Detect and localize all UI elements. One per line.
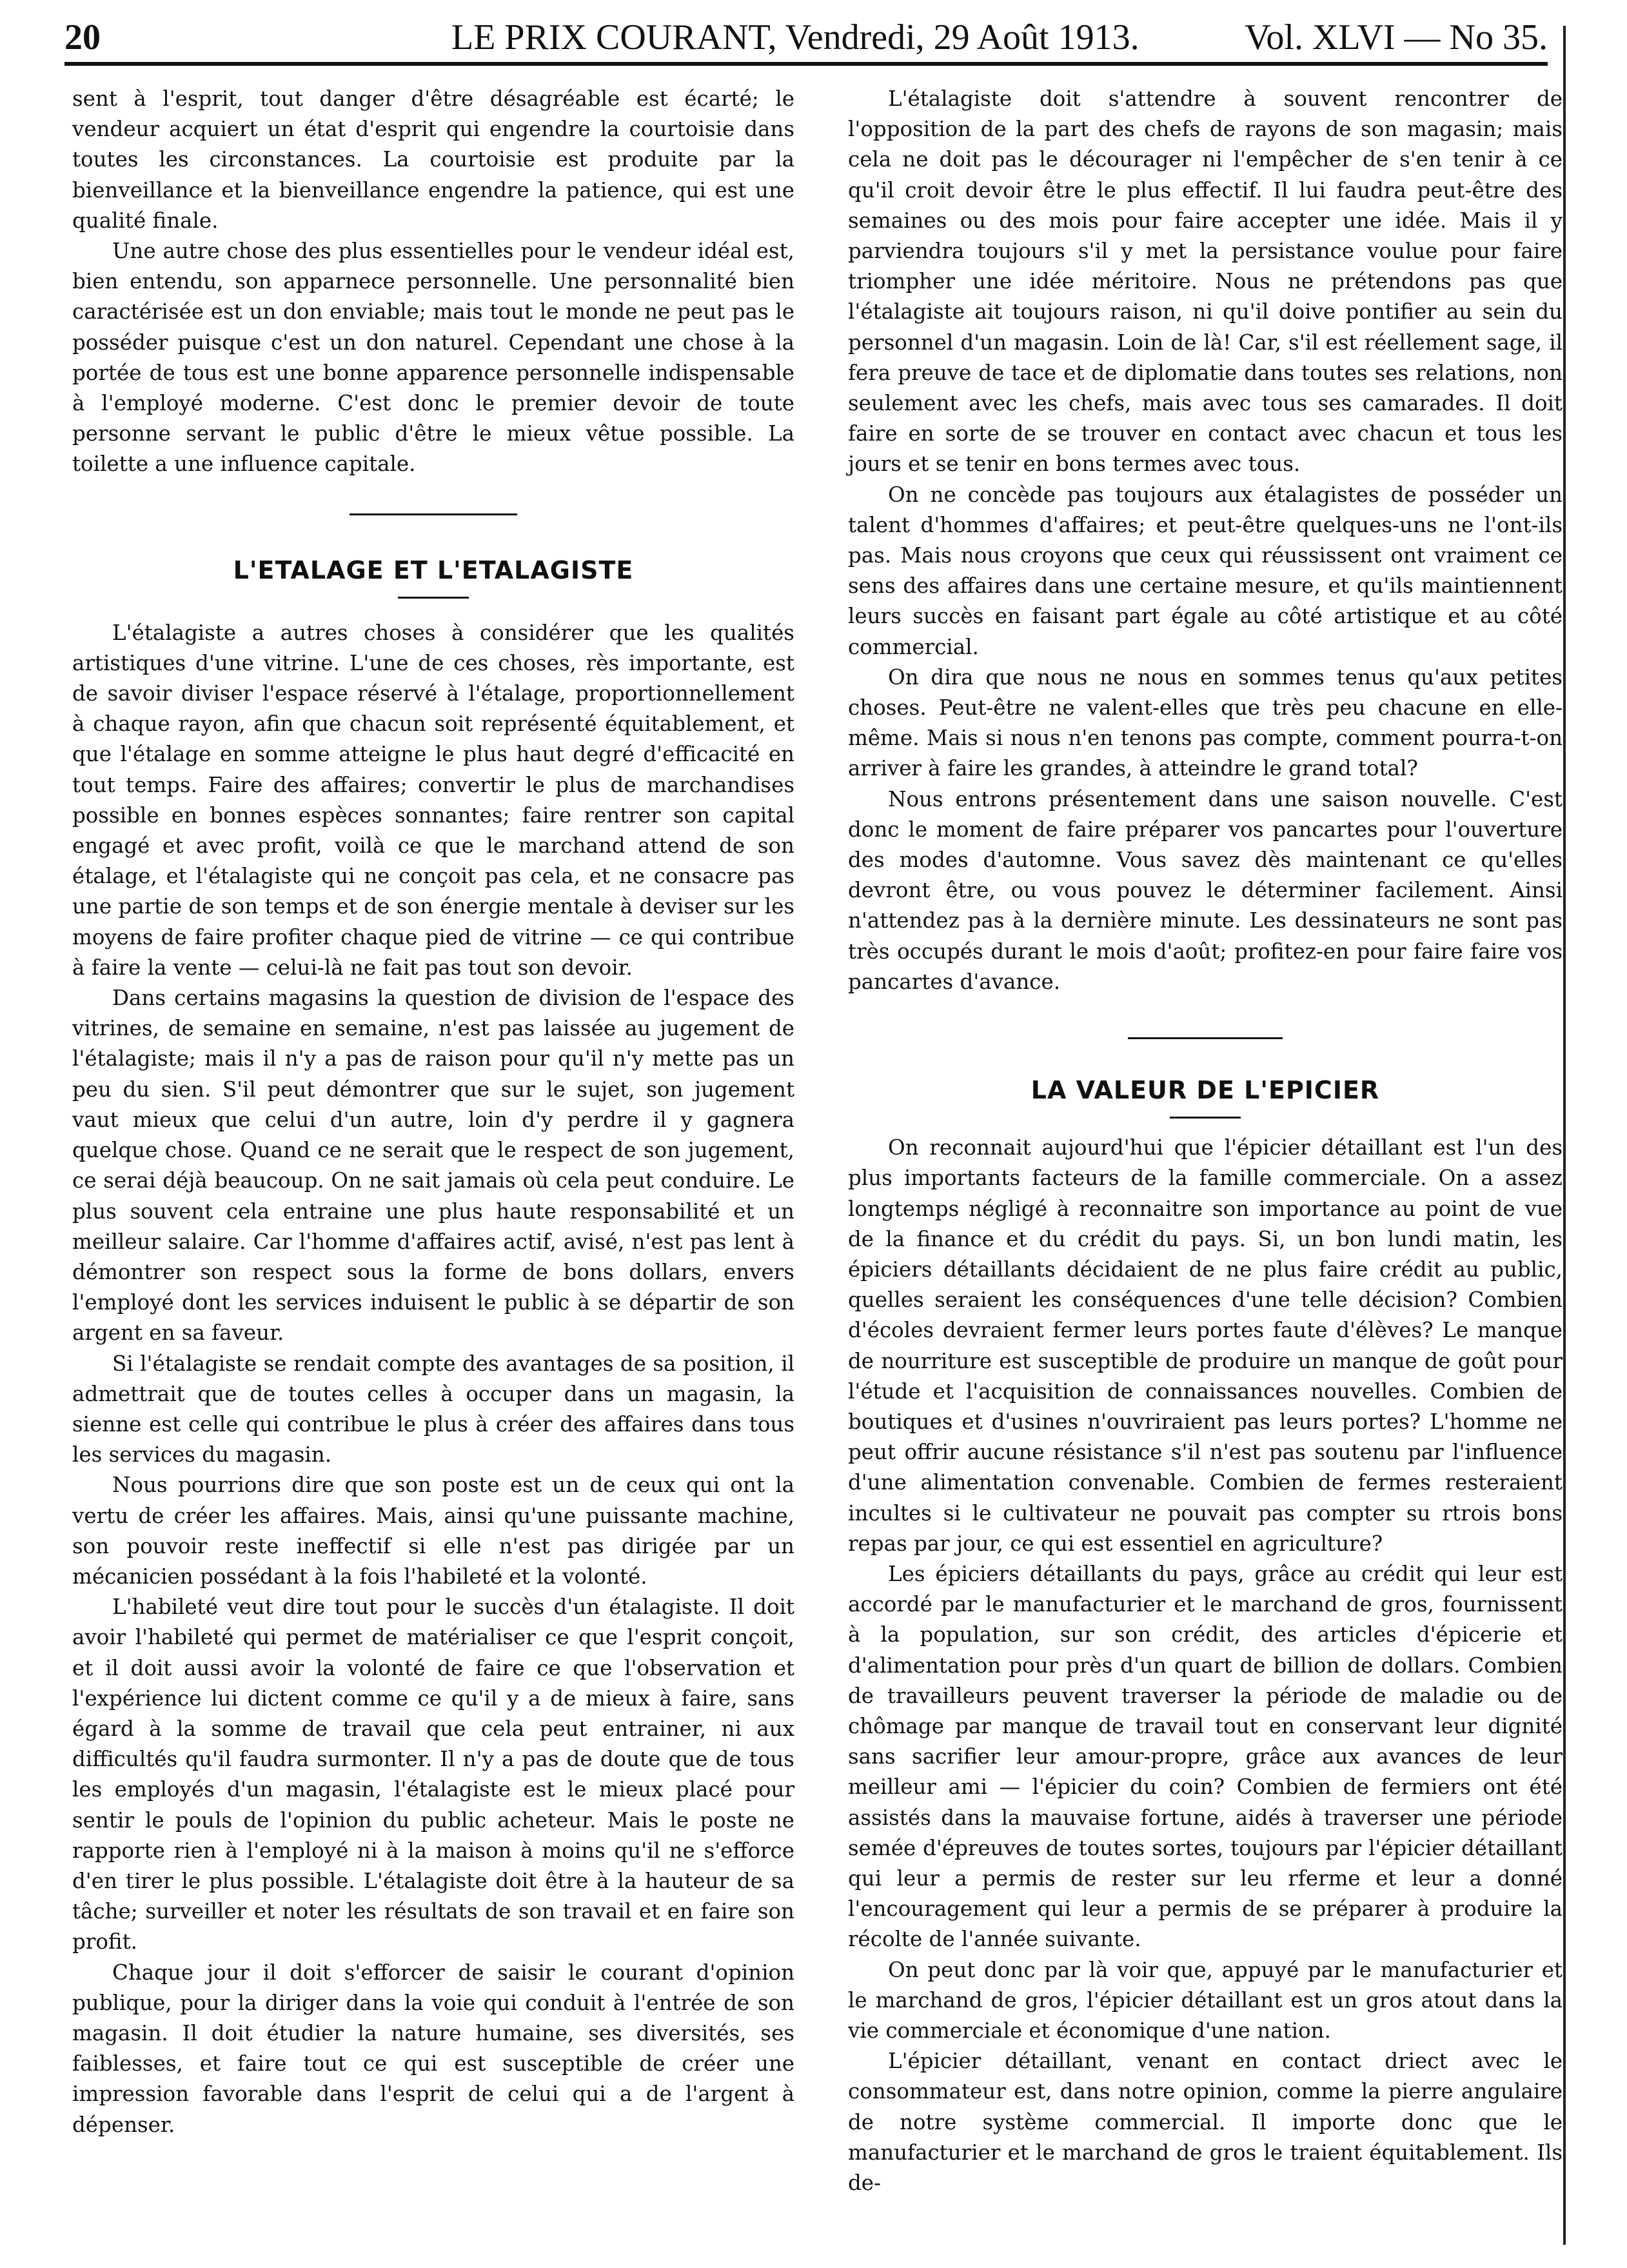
header-rule <box>64 62 1548 66</box>
left-column <box>72 84 794 2140</box>
section-heading: L'ETALAGE ET L'ETALAGISTE <box>233 555 634 584</box>
paragraph: Les épiciers détaillants du pays, grâce au crédit qui leur est accordé par le manufacturier et le marchand de gros, fournissent à la population, sur son crédit, des articles d'épicerie et d'alimentation pour près d'un quart de billion de dollars. Combien de travailleurs peuvent traverser la période de maladie ou de chômage par manque de travail tout en conservant leur dignité sans sacrifier leur amour-propre, grâce aux avances de leur meilleur ami — l'épicier du coin? Combien de fermiers ont été assistés dans la mauvaise fortune, aidés à traverser une période semée d'épreuves de toutes sortes, toujours par l'épicier détaillant qui leur a permis de rester sur leu rferme et leur a donné l'encouragement qui leur a permis de se préparer à produire la récolte de l'année suivante. <box>848 1561 1563 1952</box>
paragraph: L'épicier détaillant, venant en contact driect avec le consommateur est, dans notre opinion, comme la pierre angulaire de notre système commercial. Il importe donc que le manufacturier et le marchand de gros le traient équitablement. Ils de- <box>848 2049 1563 2195</box>
paragraph: Dans certains magasins la question de division de l'espace des vitrines, de semaine en semaine, n'est pas laissée au jugement de l'étalagiste; mais il n'y a pas de raison pour qu'il n'y mette pas un peu du sien. S'il peut démontrer que sur le sujet, son jugement vaut mieux que celui d'un autre, loin d'y perdre il y gagnera quelque chose. Quand ce ne serait que le respect de son jugement, ce serai déjà beaucoup. On ne sait jamais où cela peut conduire. Le plus souvent cela entraine une plus haute responsabilité et un meilleur salaire. Car l'homme d'affaires actif, avisé, n'est pas lent à démontrer son respect sous la forme de bons dollars, envers l'employé dont les services induisent le public à se départir de son argent en sa faveur. <box>72 986 794 1346</box>
page-header <box>64 14 1548 61</box>
section-heading: LA VALEUR DE L'EPICIER <box>1030 1076 1380 1105</box>
volume-number: Vol. XLVI — No 35. <box>1245 17 1548 57</box>
section-divider <box>350 513 517 515</box>
paragraph: L'habileté veut dire tout pour le succès d'un étalagiste. Il doit avoir l'habileté qui permet de matérialiser ce que l'esprit conçoit, et il doit aussi avoir la volonté de faire ce que l'observation et l'expérience lui dictent comme ce qu'il y a de mieux à faire, sans égard à la somme de travail que cela peut entrainer, ni aux difficultés qu'il faudra surmonter. Il n'y a pas de doute que de tous les employés d'un magasin, l'étalagiste est le mieux placé pour sentir le pouls de l'opinion du public acheteur. Mais le poste ne rapporte rien à l'employé ni à la maison à moins qu'il ne s'efforce d'en tirer le plus possible. L'étalagiste doit être à la hauteur de sa tâche; surveiller et noter les résultats de son travail et en faire son profit. <box>72 1595 794 1955</box>
paragraph: Nous entrons présentement dans une saison nouvelle. C'est donc le moment de faire préparer vos pancartes pour l'ouverture des modes d'automne. Vous savez dès maintenant ce qu'elles devront être, ou vous pouvez le déterminer facilement. Ainsi n'attendez pas à la dernière minute. Les dessinateurs ne sont pas très occupés durant le mois d'août; profitez-en pour faire faire vos pancartes d'avance. <box>848 786 1563 994</box>
paragraph: Chaque jour il doit s'efforcer de saisir le courant d'opinion publique, pour la diriger dans la voie qui conduit à l'entrée de son magasin. Il doit étudier la nature humaine, ses diversités, ses faiblesses, et faire tout ce qui est susceptible de créer une impression favorable dans l'esprit de celui qui a de l'argent à dépenser. <box>72 1960 794 2137</box>
publication-title: LE PRIX COURANT, Vendredi, 29 Août 1913. <box>451 17 1139 57</box>
right-column <box>848 84 1563 2198</box>
section-divider <box>1128 1037 1283 1039</box>
paragraph: Nous pourrions dire que son poste est un de ceux qui ont la vertu de créer les affaires. Mais, ainsi qu'une puissante machine, son pouvoir reste ineffectif si elle n'est pas dirigée par un mécanicien possédant à la fois l'habileté et la volonté. <box>72 1473 794 1589</box>
paragraph: L'étalagiste a autres choses à considérer que les qualités artistiques d'une vitrine. L'une de ces choses, rès importante, est de savoir diviser l'espace réservé à l'étalage, proportionnellement à chaque rayon, afin que chacun soit représenté équitablement, et que l'étalage en somme atteigne le plus haut degré d'efficacité en tout temps. Faire des affaires; convertir le plus de marchandises possible en bonnes espèces sonnantes; faire rentrer son capital engagé et avec profit, voilà ce que le marchand attend de son étalage, et l'étalagiste qui ne conçoit pas cela, et ne consacre pas une partie de son temps et de son énergie mentale à deviser sur les moyens de faire profiter chaque pied de vitrine — ce qui contribue à faire la vente — celui-là ne fait pas tout son devoir. <box>72 620 794 980</box>
page-number: 20 <box>64 17 101 57</box>
paragraph: Une autre chose des plus essentielles pour le vendeur idéal est, bien entendu, son apparnece personnelle. Une personnalité bien caractérisée est un don enviable; mais tout le monde ne peut pas le posséder puisque c'est un don naturel. Cependant une chose à la portée de tous est une bonne apparence personnelle indispensable à l'employé moderne. C'est donc le premier devoir de toute personne servant le public d'être le mieux vêtue possible. La toilette a une influence capitale. <box>72 239 794 477</box>
paragraph: On dira que nous ne nous en sommes tenus qu'aux petites choses. Peut-être ne valent-elles que très peu chacune en elle-même. Mais si nous n'en tenons pas compte, comment pourra-t-on arriver à faire les grandes, à atteindre le grand total? <box>848 664 1563 781</box>
heading-underline <box>1170 1117 1241 1119</box>
heading-underline <box>398 597 469 599</box>
paragraph: L'étalagiste doit s'attendre à souvent rencontrer de l'opposition de la part des chefs de rayons de son magasin; mais cela ne doit pas le décourager ni l'empêcher de s'en tenir à ce qu'il croit devoir être le plus effectif. Il lui faudra peut-être des semaines ou des mois pour faire accepter une idée. Mais il y parviendra toujours s'il y met la persistance voulue pour faire triompher une idée méritoire. Nous ne prétendons pas que l'étalagiste ait toujours raison, ni qu'il doive pontifier au sein du personnel d'un magasin. Loin de là! Car, s'il est réellement sage, il fera preuve de tace et de diplomatie dans toutes ses relations, non seulement avec les chefs, mais avec tous ses camarades. Il doit faire en sorte de se trouver en contact avec chacun et tous les jours et se tenir en bons termes avec tous. <box>848 86 1563 477</box>
paragraph: sent à l'esprit, tout danger d'être désagréable est écarté; le vendeur acquiert un état d'esprit qui engendre la courtoisie dans toutes les circonstances. La courtoisie est produite par la bienveillance et la bienveillance engendre la patience, qui est une qualité finale. <box>72 86 794 233</box>
page-edge-rule <box>1563 26 1566 2245</box>
paragraph: On ne concède pas toujours aux étalagistes de posséder un talent d'hommes d'affaires; et peut-être quelques-uns ne l'ont-ils pas. Mais nous croyons que ceux qui réussissent ont vraiment ce sens des affaires dans une certaine mesure, et qu'ils maintiennent leurs succès en faisant part égale au côté artistique et au côté commercial. <box>848 482 1563 659</box>
paragraph: Si l'étalagiste se rendait compte des avantages de sa position, il admettrait que de toutes celles à occuper dans un magasin, la sienne est celle qui contribue le plus à créer des affaires dans tous les services du magasin. <box>72 1351 794 1467</box>
paragraph: On reconnait aujourd'hui que l'épicier détaillant est l'un des plus importants facteurs de la famille commerciale. On a assez longtemps négligé à reconnaitre son importance au point de vue de la finance et du crédit du pays. Si, un bon lundi matin, les épiciers détaillants décidaient de ne plus faire crédit au public, quelles seraient les conséquences d'une telle décision? Combien d'écoles devraient fermer leurs portes faute d'élèves? Le manque de nourriture est susceptible de produire un manque de goût pour l'étude et l'acquisition de connaissances nouvelles. Combien de boutiques et d'usines n'ouvriraient pas leurs portes? L'homme ne peut offrir aucune résistance s'il n'est pas soutenu par l'influence d'une alimentation convenable. Combien de fermes resteraient incultes si le cultivateur ne pouvait pas compter su rtrois bons repas par jour, ce qui est essentiel en agriculture? <box>848 1135 1563 1556</box>
paragraph: On peut donc par là voir que, appuyé par le manufacturier et le marchand de gros, l'épicier détaillant est un gros atout dans la vie commerciale et économique d'une nation. <box>848 1957 1563 2043</box>
